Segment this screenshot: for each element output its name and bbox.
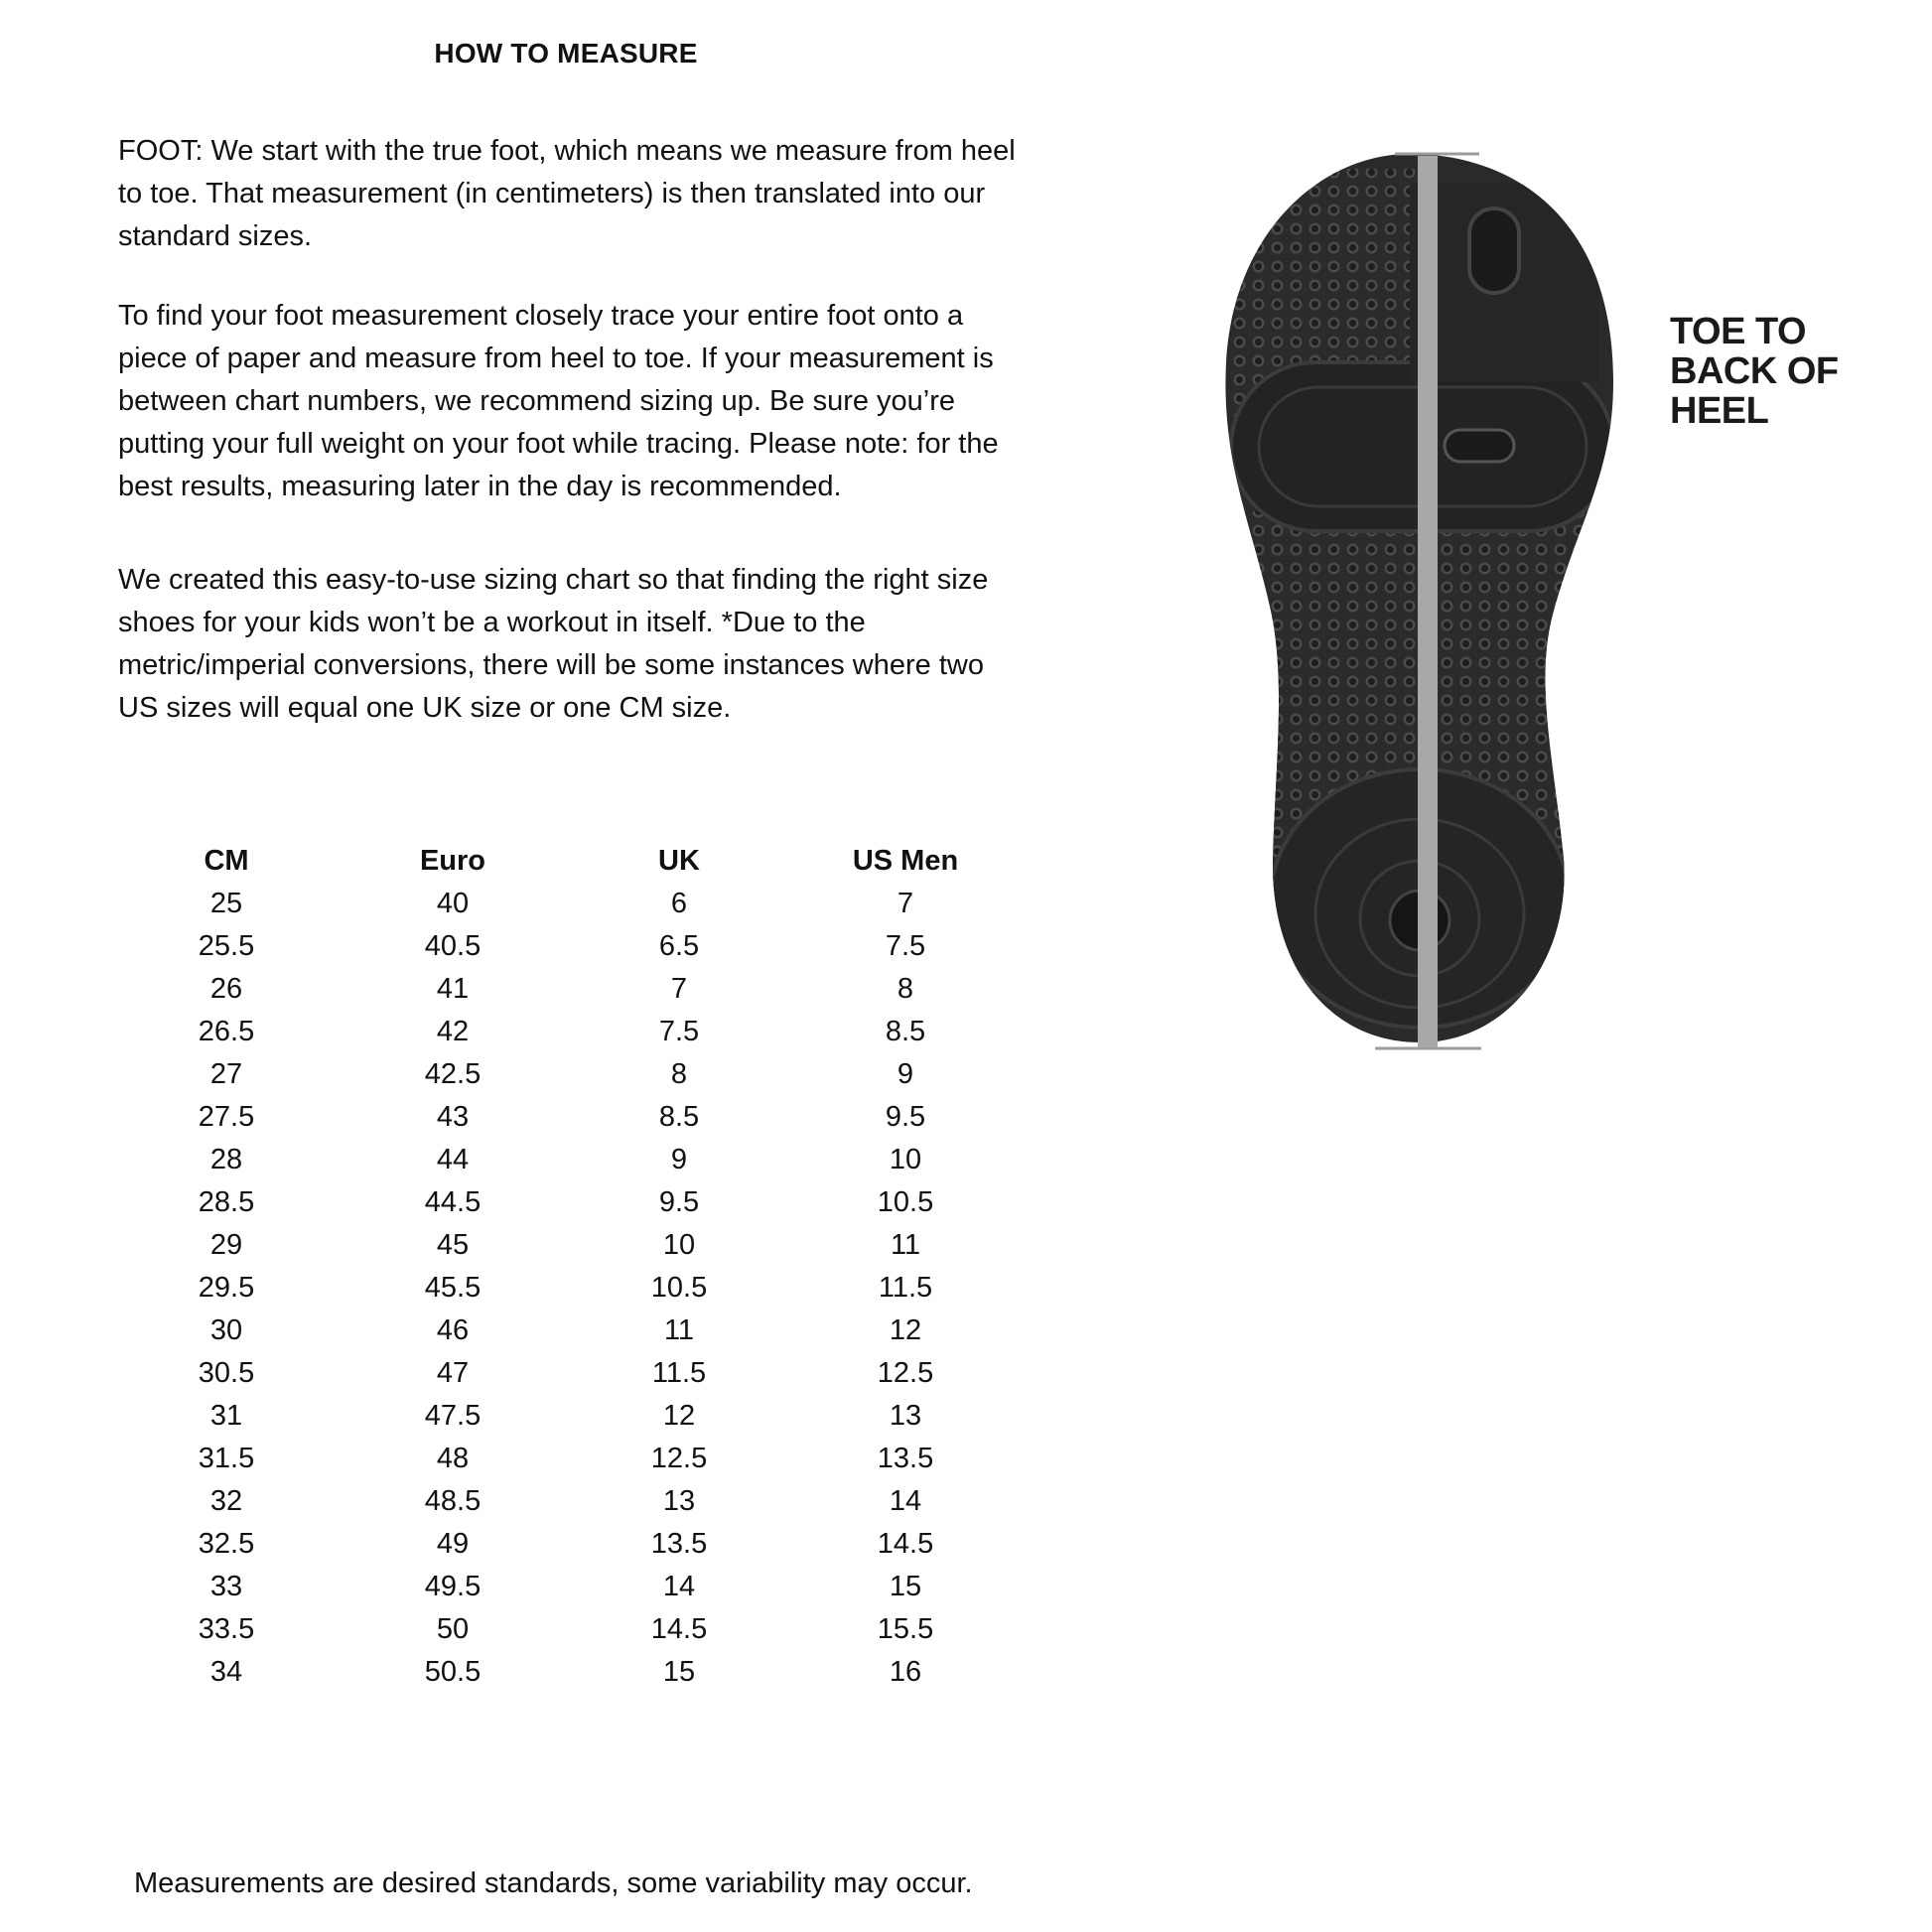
table-row (113, 1352, 1019, 1395)
cell-uk: 11.5 (651, 1357, 707, 1389)
cell-us-men: 8 (897, 973, 914, 1005)
cell-us-men: 12.5 (877, 1357, 934, 1389)
cell-euro: 41 (436, 973, 470, 1005)
cell-us-men: 15.5 (877, 1613, 934, 1645)
cell-uk: 6.5 (658, 930, 700, 962)
cell-uk: 6 (670, 888, 688, 919)
trace-instructions-paragraph: To find your foot measurement closely trace your entire foot onto a piece of paper and measure from heel to toe. If your measurement is between chart numbers, we recommend sizing up. Be sure you’re putting your full weight on your foot while tracing. Please note: for the best results, measuring later in the day is recommended. (118, 300, 999, 502)
table-row (113, 1480, 1019, 1523)
cell-us-men: 7.5 (885, 930, 926, 962)
cell-cm: 25 (209, 888, 243, 919)
cell-us-men: 14.5 (877, 1528, 934, 1560)
cell-euro: 48.5 (424, 1485, 482, 1517)
cell-uk: 12.5 (650, 1443, 708, 1474)
cell-us-men: 10 (889, 1144, 922, 1175)
cell-euro: 47.5 (424, 1400, 482, 1432)
header-cm: CM (204, 845, 249, 877)
cell-uk: 10 (662, 1229, 696, 1261)
cell-uk: 15 (662, 1656, 696, 1688)
cell-cm: 31 (209, 1400, 243, 1432)
cell-cm: 29 (209, 1229, 243, 1261)
cell-euro: 48 (436, 1443, 470, 1474)
cell-us-men: 16 (889, 1656, 922, 1688)
sizing-chart-paragraph: We created this easy-to-use sizing chart so that finding the right size shoes for your kids won’t be a workout in itself. *Due to the metric/imperial conversions, there will be some instances where two US sizes will equal one UK size or one CM size. (118, 564, 989, 724)
table-row (113, 1096, 1019, 1139)
cell-cm: 27.5 (198, 1101, 255, 1133)
cell-uk: 13.5 (650, 1528, 708, 1560)
size-chart-table (113, 840, 1019, 1694)
cell-euro: 50.5 (424, 1656, 482, 1688)
sole-label-line: TOE TO (1670, 311, 1807, 352)
size-chart-header-row (113, 840, 1019, 883)
cell-us-men: 10.5 (877, 1186, 934, 1218)
table-row (113, 1438, 1019, 1480)
cell-cm: 33 (209, 1571, 243, 1602)
cell-us-men: 14 (889, 1485, 922, 1517)
cell-uk: 14 (662, 1571, 696, 1602)
table-row (113, 1523, 1019, 1566)
cell-cm: 29.5 (198, 1272, 255, 1304)
header-us-men: US Men (852, 845, 959, 877)
cell-us-men: 13.5 (877, 1443, 934, 1474)
cell-uk: 9 (670, 1144, 688, 1175)
cell-cm: 26.5 (198, 1016, 255, 1047)
table-row (113, 883, 1019, 925)
cell-us-men: 11.5 (878, 1272, 933, 1304)
cell-euro: 47 (436, 1357, 470, 1389)
toe-to-heel-label (1670, 312, 1839, 431)
table-row (113, 1395, 1019, 1438)
cell-us-men: 9 (897, 1058, 914, 1090)
cell-cm: 27 (209, 1058, 243, 1090)
cell-uk: 9.5 (658, 1186, 700, 1218)
table-row (113, 1139, 1019, 1181)
cell-euro: 40.5 (424, 930, 482, 962)
cell-uk: 7.5 (658, 1016, 700, 1047)
cell-us-men: 15 (889, 1571, 922, 1602)
table-row (113, 1181, 1019, 1224)
cell-euro: 44 (436, 1144, 470, 1175)
cell-cm: 28.5 (198, 1186, 255, 1218)
cell-cm: 32 (209, 1485, 243, 1517)
table-row (113, 1651, 1019, 1694)
cell-uk: 8.5 (658, 1101, 700, 1133)
cell-cm: 25.5 (198, 930, 255, 962)
cell-us-men: 9.5 (885, 1101, 926, 1133)
sole-label-line: HEEL (1670, 390, 1769, 432)
table-row (113, 1566, 1019, 1608)
cell-uk: 14.5 (650, 1613, 708, 1645)
cell-uk: 11 (663, 1314, 695, 1346)
shoe-sole-illustration (1211, 144, 1628, 1067)
sole-label-line: BACK OF (1670, 350, 1839, 392)
table-row (113, 968, 1019, 1011)
cell-euro: 46 (436, 1314, 470, 1346)
cell-cm: 33.5 (198, 1613, 255, 1645)
header-euro: Euro (419, 845, 486, 877)
page-title: HOW TO MEASURE (434, 38, 698, 69)
cell-cm: 31.5 (198, 1443, 255, 1474)
cell-uk: 7 (670, 973, 688, 1005)
cell-cm: 30 (209, 1314, 243, 1346)
table-row (113, 925, 1019, 968)
cell-uk: 12 (662, 1400, 696, 1432)
cell-euro: 40 (436, 888, 470, 919)
cell-euro: 45 (436, 1229, 470, 1261)
cell-euro: 42 (436, 1016, 470, 1047)
cell-euro: 44.5 (424, 1186, 482, 1218)
cell-euro: 43 (436, 1101, 470, 1133)
cell-us-men: 11 (890, 1229, 921, 1261)
cell-cm: 28 (209, 1144, 243, 1175)
cell-uk: 10.5 (650, 1272, 708, 1304)
cell-uk: 8 (670, 1058, 688, 1090)
cell-cm: 26 (209, 973, 243, 1005)
size-chart-body (113, 883, 1019, 1694)
table-row (113, 1224, 1019, 1267)
footer-note: Measurements are desired standards, some variability may occur. (134, 1867, 973, 1899)
cell-euro: 45.5 (424, 1272, 482, 1304)
cell-us-men: 7 (897, 888, 914, 919)
cell-euro: 49.5 (424, 1571, 482, 1602)
cell-us-men: 13 (889, 1400, 922, 1432)
cell-cm: 32.5 (198, 1528, 255, 1560)
table-row (113, 1608, 1019, 1651)
cell-cm: 30.5 (198, 1357, 255, 1389)
foot-paragraph: FOOT: We start with the true foot, which means we measure from heel to toe. That measurement (in centimeters) is then translated into our standard sizes. (118, 135, 1016, 252)
cell-us-men: 12 (889, 1314, 922, 1346)
cell-euro: 42.5 (424, 1058, 482, 1090)
cell-uk: 13 (662, 1485, 696, 1517)
shoe-sole-icon (1211, 144, 1628, 1067)
cell-us-men: 8.5 (885, 1016, 926, 1047)
table-row (113, 1310, 1019, 1352)
cell-cm: 34 (209, 1656, 243, 1688)
header-uk: UK (658, 845, 700, 877)
cell-euro: 50 (436, 1613, 470, 1645)
table-row (113, 1267, 1019, 1310)
table-row (113, 1053, 1019, 1096)
cell-euro: 49 (436, 1528, 470, 1560)
table-row (113, 1011, 1019, 1053)
